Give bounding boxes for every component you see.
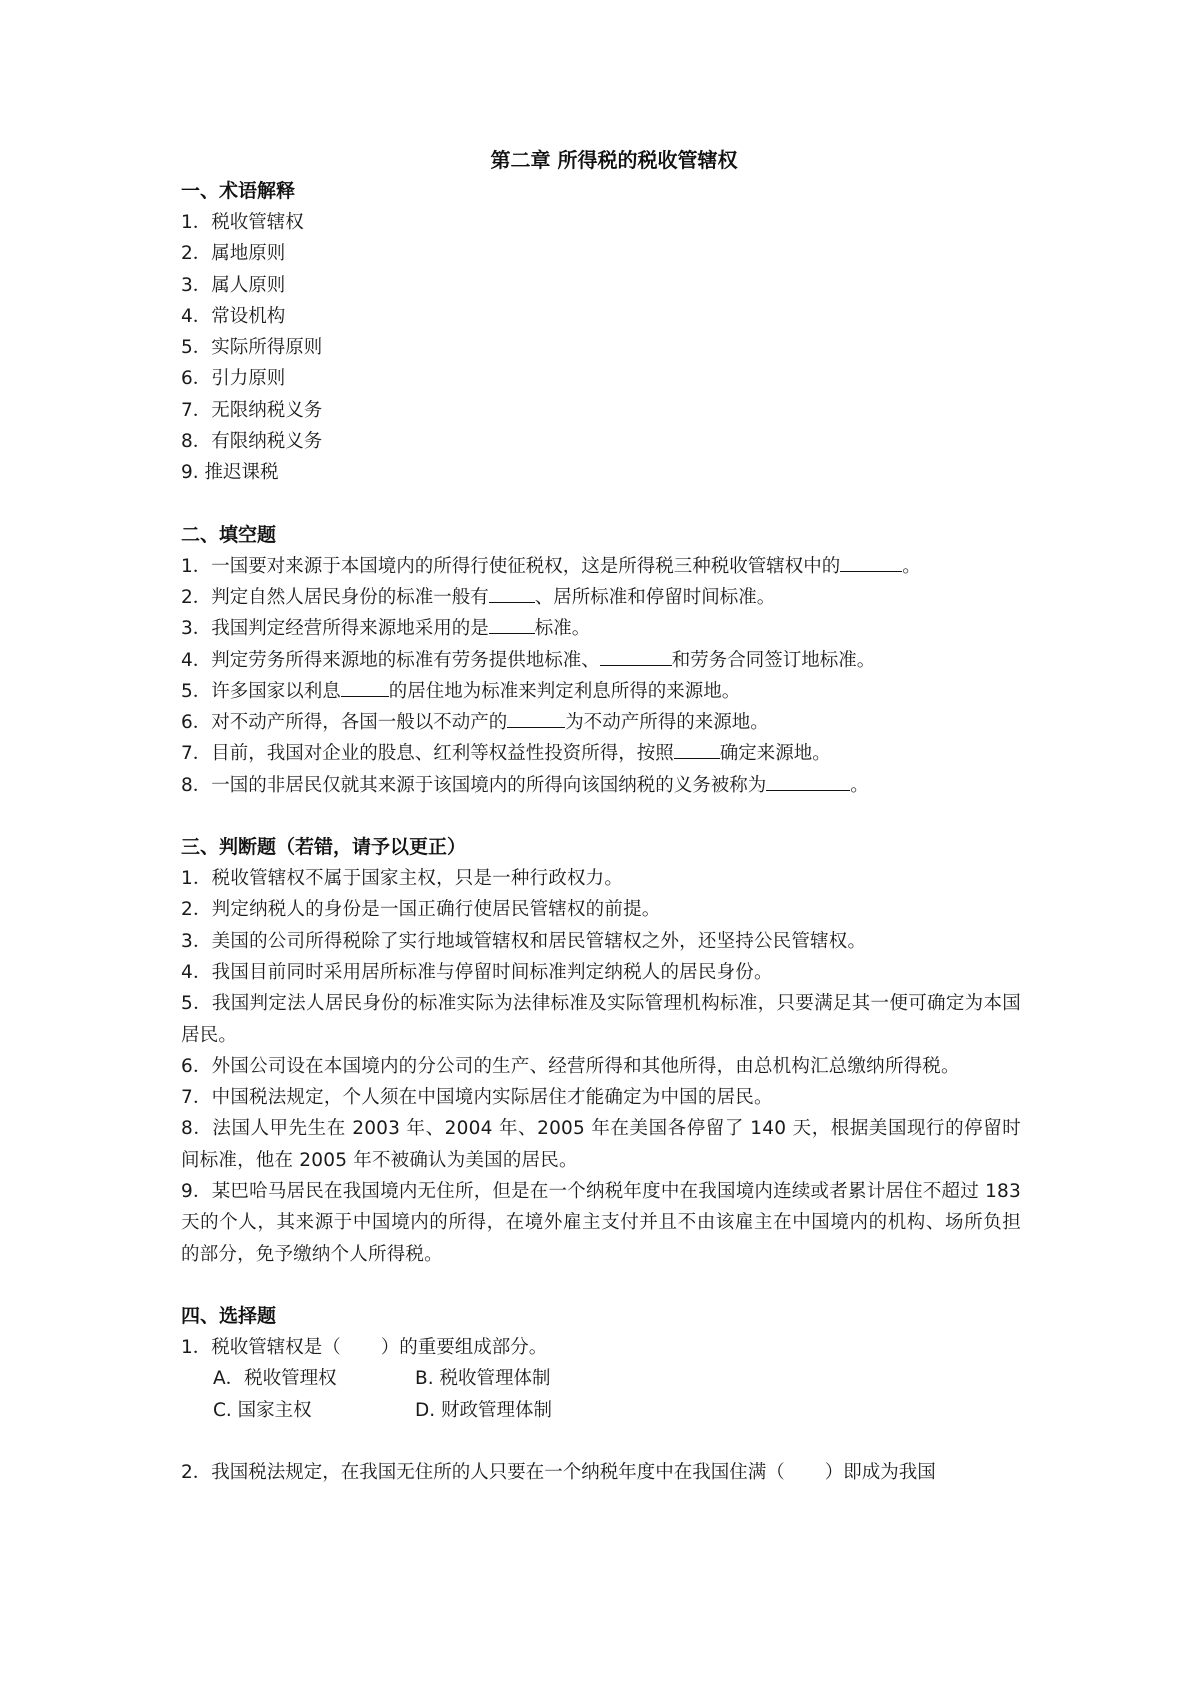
choice-option: D. 财政管理体制: [415, 1399, 553, 1421]
fill-question: [181, 551, 1021, 582]
question-text: 。: [902, 555, 921, 577]
answer-blank: [766, 770, 850, 791]
fill-question: [181, 770, 1021, 801]
answer-blank: [489, 582, 535, 603]
section-heading-fill-blank: 二、填空题: [181, 523, 277, 546]
term-item: 1．税收管辖权: [181, 212, 304, 233]
term-item: 8．有限纳税义务: [181, 431, 323, 453]
question-text: 5．许多国家以利息: [181, 680, 341, 702]
term-item: 3．属人原则: [181, 274, 286, 296]
section-heading-terms: 一、术语解释: [181, 180, 296, 202]
answer-blank: [489, 613, 535, 634]
fill-question: [181, 582, 1021, 613]
choice-question: [181, 1457, 1021, 1488]
choice-option: B. 税收管理体制: [415, 1368, 551, 1390]
question-text: 和劳务合同签订地标准。: [671, 649, 876, 671]
term-item: 7．无限纳税义务: [181, 399, 323, 421]
fill-question: [181, 645, 1021, 676]
judgment-item: 5．我国判定法人居民身份的标准实际为法律标准及实际管理机构标准，只要满足其一便可确定为本国居民。: [181, 993, 1021, 1046]
choice-option: A．税收管理权: [213, 1368, 337, 1390]
fill-question: [181, 676, 1021, 707]
question-text: 8．一国的非居民仅就其来源于该国境内的所得向该国纳税的义务被称为: [181, 774, 767, 796]
term-item: 5．实际所得原则: [181, 337, 323, 359]
judgment-item: 6．外国公司设在本国境内的分公司的生产、经营所得和其他所得，由总机构汇总缴纳所得税。: [181, 1055, 960, 1077]
question-text: 2．我国税法规定，在我国无住所的人只要在一个纳税年度中在我国住满（: [181, 1461, 785, 1483]
judgment-item: 3．美国的公司所得税除了实行地域管辖权和居民管辖权之外，还坚持公民管辖权。: [181, 930, 867, 952]
judgment-item: 4．我国目前同时采用居所标准与停留时间标准判定纳税人的居民身份。: [181, 961, 773, 983]
question-text: ）的重要组成部分。: [380, 1336, 548, 1358]
choice-options-row: [181, 1395, 1021, 1426]
question-text: 的居住地为标准来判定利息所得的来源地。: [388, 680, 741, 702]
question-text: 1．税收管辖权是（: [181, 1336, 341, 1358]
judgment-item: 9．某巴哈马居民在我国境内无住所，但是在一个纳税年度中在我国境内连续或者累计居住不超过 183 天的个人，其来源于中国境内的所得，在境外雇主支付并且不由该雇主在中国境内的机构、场所负担的部分，免予缴纳个人所得税。: [181, 1181, 1021, 1265]
judgment-item: 7．中国税法规定，个人须在中国境内实际居住才能确定为中国的居民。: [181, 1087, 773, 1109]
answer-blank: [600, 645, 672, 666]
page-title: 第二章 所得税的税收管辖权: [490, 148, 738, 172]
question-text: ）即成为我国: [824, 1461, 936, 1483]
answer-blank: [341, 676, 389, 697]
answer-blank: [840, 551, 902, 572]
judgment-item: 1．税收管辖权不属于国家主权，只是一种行政权力。: [181, 868, 624, 890]
question-text: 1．一国要对来源于本国境内的所得行使征税权，这是所得税三种税收管辖权中的: [181, 555, 841, 577]
choice-option: C. 国家主权: [213, 1399, 312, 1421]
answer-blank: [507, 707, 565, 728]
answer-blank: [674, 738, 720, 759]
term-item: 4．常设机构: [181, 305, 286, 327]
term-item: 9. 推迟课税: [181, 462, 279, 484]
fill-question: [181, 707, 1021, 738]
choice-options-row: [181, 1363, 1021, 1394]
question-text: 。: [850, 774, 869, 796]
question-text: 7．目前，我国对企业的股息、红利等权益性投资所得，按照: [181, 743, 674, 765]
term-item: 6．引力原则: [181, 368, 286, 390]
judgment-item: 8．法国人甲先生在 2003 年、2004 年、2005 年在美国各停留了 140 天，根据美国现行的停留时间标准，他在 2005 年不被确认为美国的居民。: [181, 1118, 1021, 1171]
choice-question: [181, 1332, 1021, 1363]
section-heading-true-false: 三、判断题（若错，请予以更正）: [181, 836, 467, 859]
question-text: 标准。: [534, 618, 591, 640]
term-item: 2．属地原则: [181, 243, 286, 265]
question-text: 4．判定劳务所得来源地的标准有劳务提供地标准、: [181, 649, 600, 671]
judgment-item: 2．判定纳税人的身份是一国正确行使居民管辖权的前提。: [181, 899, 661, 921]
question-text: 2．判定自然人居民身份的标准一般有: [181, 586, 489, 608]
section-heading-multiple-choice: 四、选择题: [181, 1304, 277, 1327]
question-text: 为不动产所得的来源地。: [565, 712, 769, 734]
question-text: 确定来源地。: [719, 743, 831, 765]
fill-question: [181, 613, 1021, 644]
fill-question: [181, 738, 1021, 769]
question-text: 6．对不动产所得，各国一般以不动产的: [181, 712, 508, 734]
question-text: 、居所标准和停留时间标准。: [534, 586, 776, 608]
document-page: [181, 146, 1021, 1488]
question-text: 3．我国判定经营所得来源地采用的是: [181, 618, 489, 640]
